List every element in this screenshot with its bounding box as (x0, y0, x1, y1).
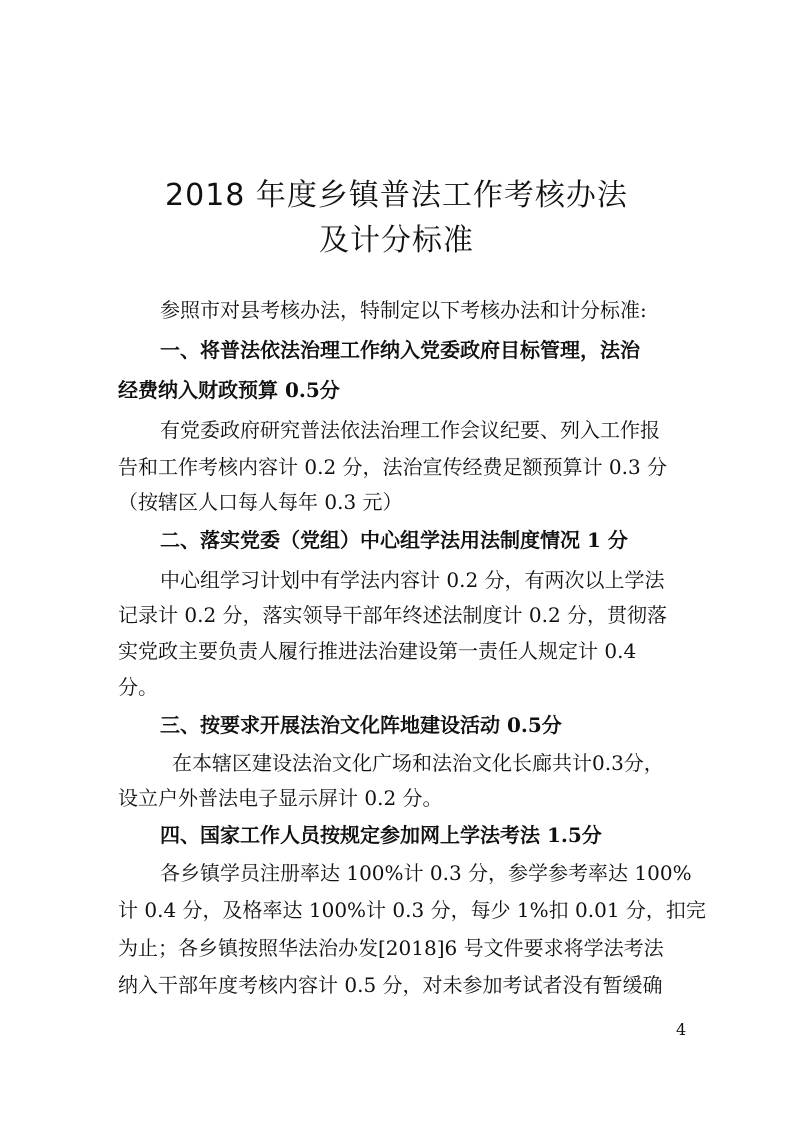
section-1-body-line-3: （按辖区人口每人每年 0.3 元） (118, 490, 403, 514)
section-3-heading: 三、按要求开展法治文化阵地建设活动 0.5分 (160, 713, 562, 737)
section-3-body-line-2: 设立户外普法电子显示屏计 0.2 分。 (118, 786, 443, 810)
section-2-heading: 二、落实党委（党组）中心组学法用法制度情况 1 分 (160, 528, 628, 552)
intro-paragraph: 参照市对县考核办法，特制定以下考核办法和计分标准: (160, 298, 647, 322)
section-4-body-line-1: 各乡镇学员注册率达 100%计 0.3 分，参学参考率达 100% (160, 861, 692, 885)
section-1-body-line-2: 告和工作考核内容计 0.2 分，法治宣传经费足额预算计 0.3 分 (118, 455, 668, 479)
document-title-line-1: 2018 年度乡镇普法工作考核办法 (165, 178, 628, 213)
section-2-body-line-4: 分。 (118, 675, 158, 699)
section-4-body-line-2: 计 0.4 分，及格率达 100%计 0.3 分，每少 1%扣 0.01 分，扣完 (118, 898, 706, 922)
section-1-body-line-1: 有党委政府研究普法依法治理工作会议纪要、列入工作报 (160, 418, 660, 442)
section-2-body-line-1: 中心组学习计划中有学法内容计 0.2 分，有两次以上学法 (160, 568, 665, 592)
section-1-heading-line-2: 经费纳入财政预算 0.5分 (118, 378, 340, 402)
section-2-body-line-3: 实党政主要负责人履行推进法治建设第一责任人规定计 0.4 (118, 639, 637, 663)
section-1-heading-line-1: 一、将普法依法治理工作纳入党委政府目标管理，法治 (160, 338, 640, 362)
section-2-body-line-2: 记录计 0.2 分，落实领导干部年终述法制度计 0.2 分，贯彻落 (118, 603, 668, 627)
section-4-body-line-4: 纳入干部年度考核内容计 0.5 分，对未参加考试者没有暂缓确 (118, 973, 663, 997)
document-title-line-2: 及计分标准 (319, 223, 474, 258)
section-4-heading: 四、国家工作人员按规定参加网上学法考法 1.5分 (160, 823, 602, 847)
section-3-body-line-1: 在本辖区建设法治文化广场和法治文化长廊共计0.3分， (172, 751, 664, 775)
section-4-body-line-3: 为止；各乡镇按照华法治办发[2018]6 号文件要求将学法考法 (118, 936, 664, 960)
page-number: 4 (676, 1020, 687, 1039)
